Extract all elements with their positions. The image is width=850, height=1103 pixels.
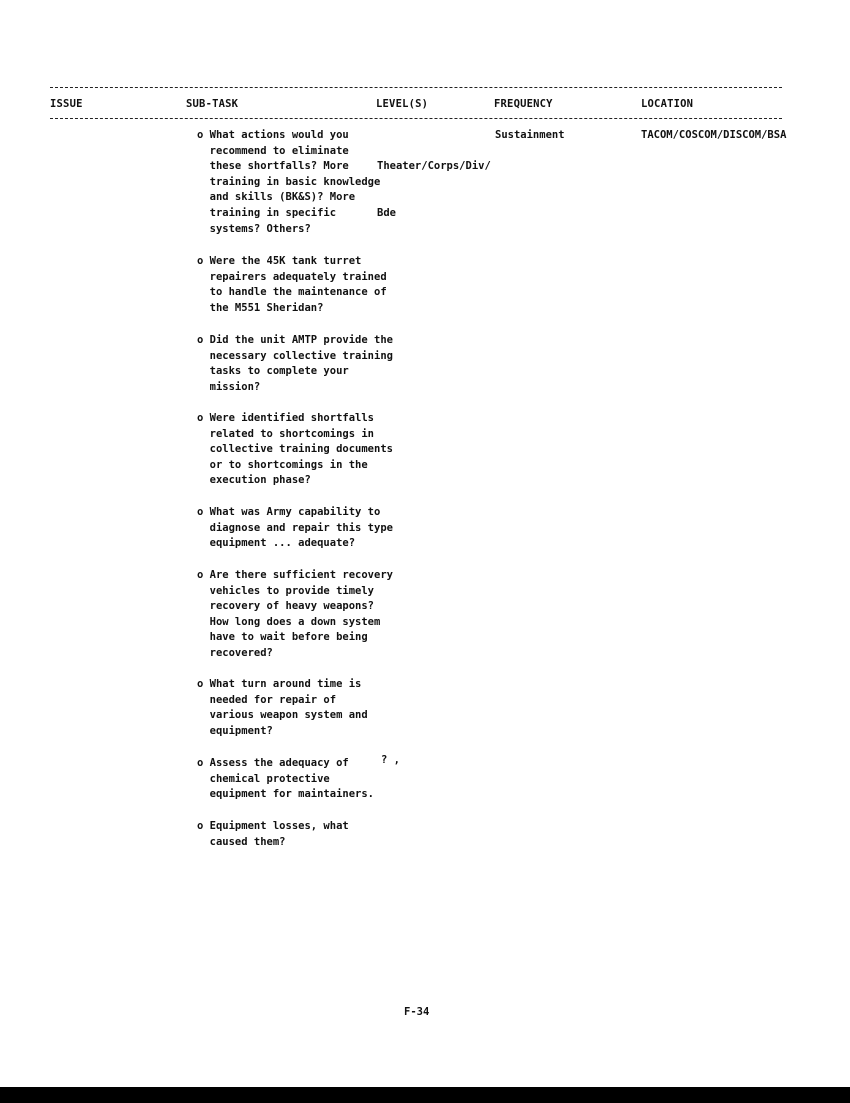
question-line: tasks to complete your [197,365,349,378]
question-line: o Were the 45K tank turret [197,255,362,267]
question-line: recommend to eliminate [197,144,349,157]
question-line: o What actions would you [197,129,349,141]
question-line: these shortfalls? More [197,160,349,173]
column-header-subtask: SUB-TASK [186,98,239,110]
question-line: o Did the unit AMTP provide the [197,334,393,346]
question-line: related to shortcomings in [197,427,375,440]
question-line: equipment? [197,724,273,737]
question-line: have to wait before being [197,631,368,644]
question-line: recovery of heavy weapons? [197,600,375,613]
question-item [197,333,393,395]
question-line: needed for repair of [197,693,337,706]
question-line: various weapon system and [197,709,368,722]
question-line: to handle the maintenance of [197,286,387,299]
question-line: repairers adequately trained [197,270,387,283]
question-item [197,819,387,850]
question-line: recovered? [197,646,273,659]
table-rule-header [50,118,782,119]
levels-line: Theater/Corps/Div/ [377,160,491,173]
question-line: vehicles to provide timely [197,584,375,597]
question-item [197,568,393,662]
question-line: collective training documents [197,443,393,456]
question-item [197,128,387,237]
question-line: How long does a down system [197,615,381,628]
page-number: F-34 [404,1006,430,1018]
question-line: o Assess the adequacy of [197,757,349,769]
column-header-issue: ISSUE [50,98,83,110]
question-line: o Are there sufficient recovery [197,569,393,581]
question-line: o Equipment losses, what [197,820,349,832]
question-line: the M551 Sheridan? [197,301,324,314]
question-line: execution phase? [197,474,311,487]
levels-line: Bde [377,206,396,219]
scan-bottom-bar [0,1087,850,1103]
question-item [197,254,387,316]
question-line: equipment for maintainers. [197,788,375,801]
question-line: training in specific [197,206,337,219]
stray-marks: ? , [381,754,400,766]
question-line: caused them? [197,835,286,848]
question-line: training in basic knowledge [197,175,381,188]
question-line: chemical protective [197,772,330,785]
table-rule-top [50,87,782,88]
question-line: o What turn around time is [197,678,362,690]
question-line: o What was Army capability to [197,506,381,518]
levels-cell [377,128,491,237]
question-item [197,411,393,489]
question-line: o Were identified shortfalls [197,412,375,424]
question-line: mission? [197,380,261,393]
column-header-location: LOCATION [641,98,694,110]
question-line: systems? Others? [197,222,311,235]
question-line: or to shortcomings in the [197,458,368,471]
frequency-cell: Sustainment [495,129,565,141]
question-line: diagnose and repair this type [197,521,393,534]
question-item [197,505,393,552]
column-header-frequency: FREQUENCY [494,98,553,110]
location-cell: TACOM/COSCOM/DISCOM/BSA [641,129,787,141]
question-item [197,756,387,803]
question-item [197,677,387,739]
question-line: necessary collective training [197,349,393,362]
question-line: and skills (BK&S)? More [197,191,356,204]
column-header-levels: LEVEL(S) [376,98,429,110]
question-line: equipment ... adequate? [197,537,356,550]
